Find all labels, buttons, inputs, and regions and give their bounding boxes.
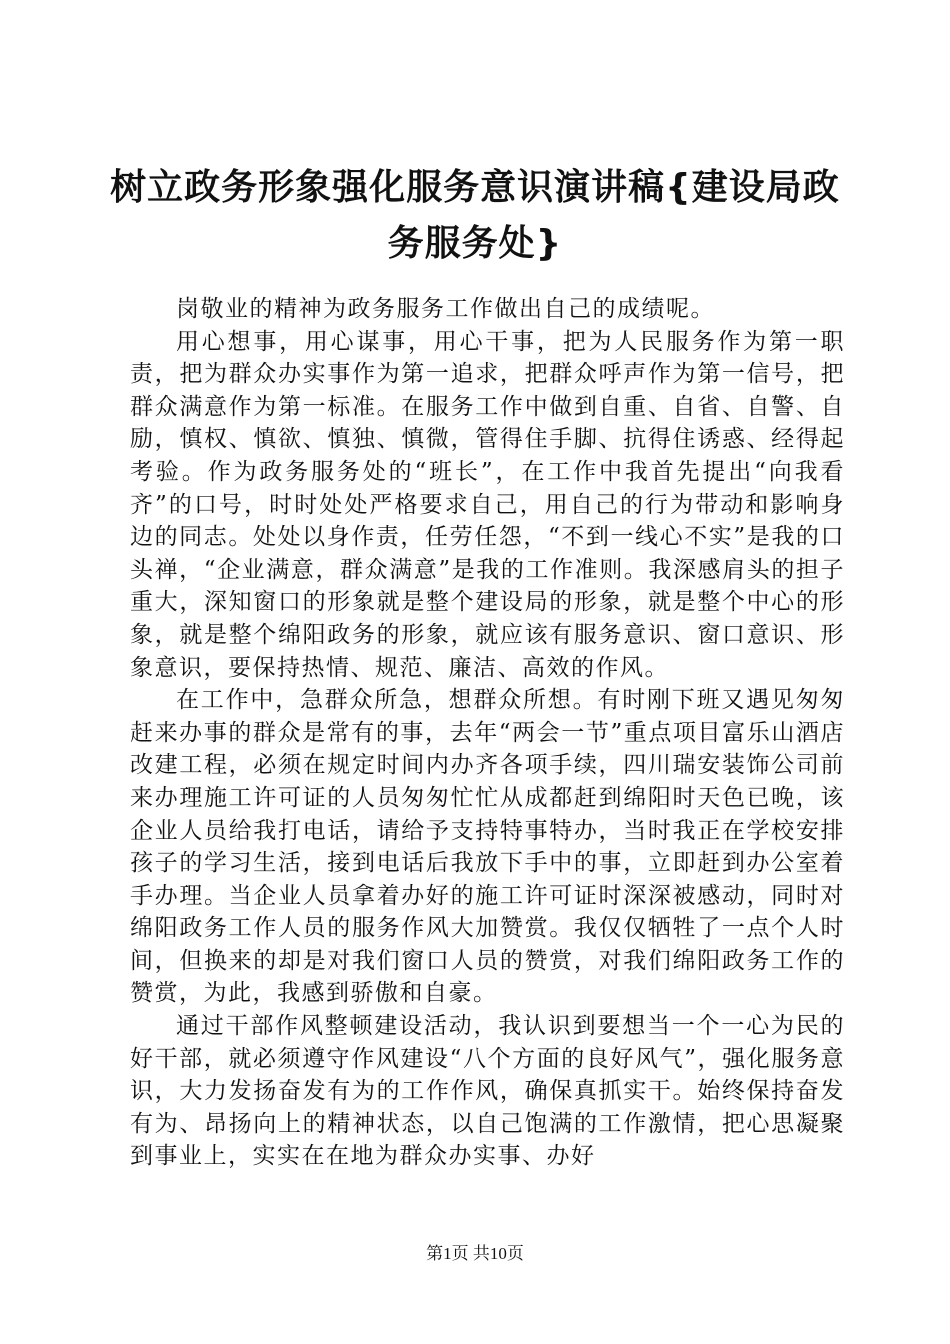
title-line-2: 务服务处} <box>387 223 563 264</box>
title-line-1: 树立政务形象强化服务意识演讲稿{建设局政 <box>110 167 840 208</box>
paragraph-2: 用心想事，用心谋事，用心干事，把为人民服务作为第一职责，把为群众办实事作为第一追求，把群众呼声作为第一信号，把群众满意作为第一标准。在服务工作中做到自重、自省、自警、自励，慎权、慎欲、慎独、慎微，管得住手脚、抗得住诱惑、经得起考验。作为政务服务处的“班长”，在工作中我首先提出“向我看齐”的口号，时时处处严格要求自己，用自己的行为带动和影响身边的同志。处处以身作责，任劳任怨，“不到一线心不实”是我的口头禅，“企业满意，群众满意”是我的工作准则。我深感肩头的担子重大，深知窗口的形象就是整个建设局的形象，就是整个中心的形象，就是整个绵阳政务的形象，就应该有服务意识、窗口意识、形象意识，要保持热情、规范、廉洁、高效的作风。 <box>130 328 845 681</box>
page-number-footer: 第1页 共10页 <box>426 1244 524 1263</box>
paragraph-4: 通过干部作风整顿建设活动，我认识到要想当一个一心为民的好干部，就必须遵守作风建设“八个方面的良好风气”，强化服务意识，大力发扬奋发有为的工作作风，确保真抓实干。始终保持奋发有为、昂扬向上的精神状态，以自己饱满的工作激情，把心思凝聚到事业上，实实在在地为群众办实事、办好 <box>130 1013 845 1170</box>
paragraph-1: 岗敬业的精神为政务服务工作做出自己的成绩呢。 <box>176 296 715 322</box>
document-body <box>130 293 845 1173</box>
paragraph-3: 在工作中，急群众所急，想群众所想。有时刚下班又遇见匆匆赶来办事的群众是常有的事，去年“两会一节”重点项目富乐山酒店改建工程，必须在规定时间内办齐各项手续，四川瑞安装饰公司前来办理施工许可证的人员匆匆忙忙从成都赶到绵阳时天色已晚，该企业人员给我打电话，请给予支持特事特办，当时我正在学校安排孩子的学习生活，接到电话后我放下手中的事，立即赶到办公室着手办理。当企业人员拿着办好的施工许可证时深深被感动，同时对绵阳政务工作人员的服务作风大加赞赏。我仅仅牺牲了一点个人时间，但换来的却是对我们窗口人员的赞赏，对我们绵阳政务工作的赞赏，为此，我感到骄傲和自豪。 <box>130 687 845 1007</box>
document-title <box>110 160 840 272</box>
